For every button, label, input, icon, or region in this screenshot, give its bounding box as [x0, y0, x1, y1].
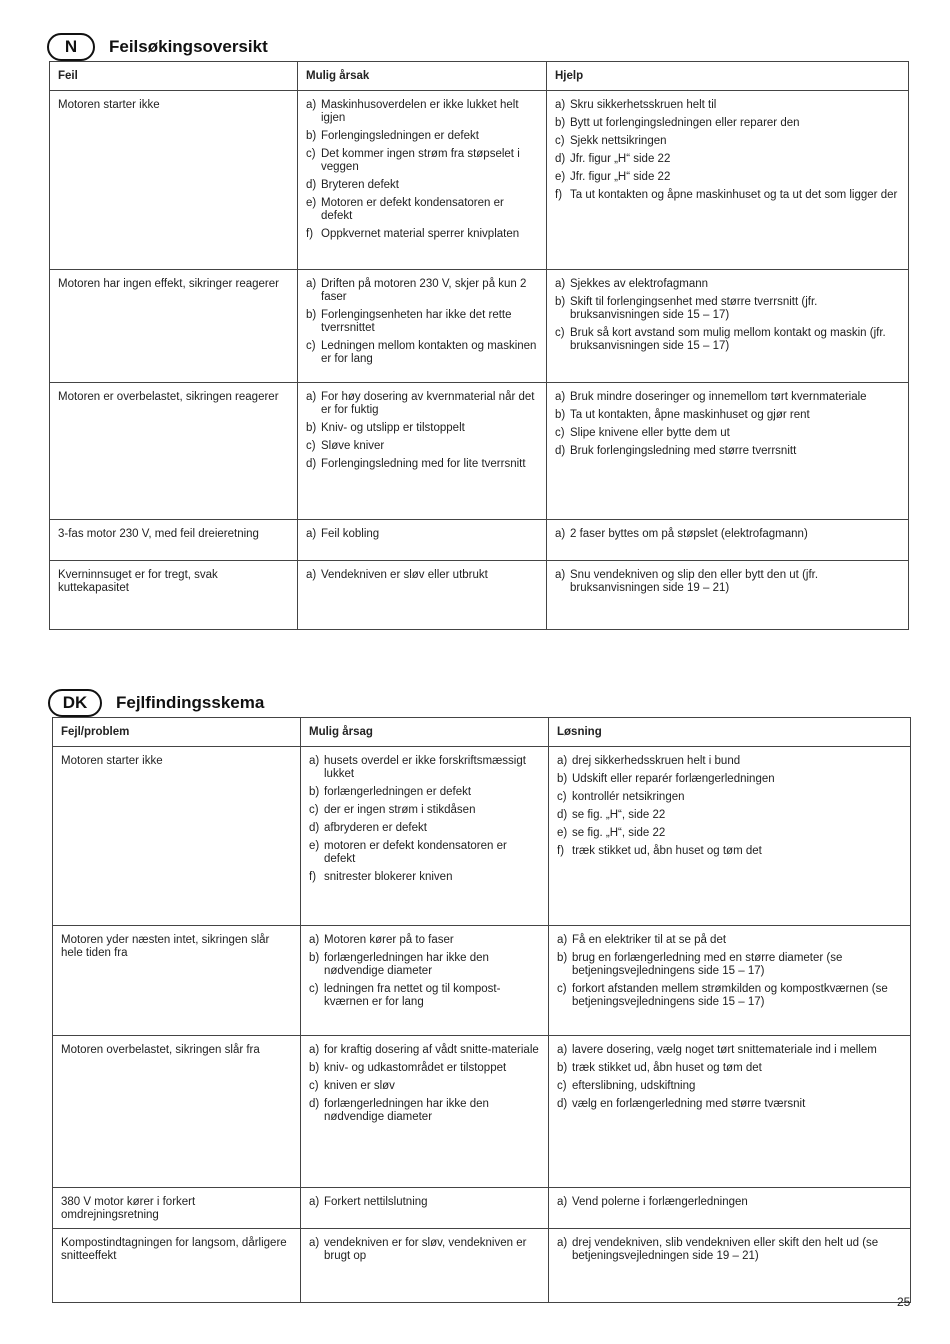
- cause-cell: [301, 1188, 549, 1229]
- remedy-item: [555, 391, 900, 404]
- item-text: drej sikkerhedsskruen helt i bund: [572, 755, 741, 767]
- cause-item: [306, 391, 538, 417]
- item-text: motoren er defekt kondensatoren er defekt: [324, 840, 507, 865]
- remedy-item: [555, 99, 900, 112]
- remedy-item: [555, 189, 900, 202]
- remedy-cell: [549, 1036, 911, 1188]
- remedy-cell: [547, 520, 909, 561]
- remedy-item: [555, 135, 900, 148]
- cause-item: [309, 804, 540, 817]
- troubleshooting-table-dk: [52, 717, 911, 1303]
- item-text: Bruk mindre doseringer og innemellom tørt kvernmateriale: [570, 391, 867, 403]
- cause-item: [306, 130, 538, 143]
- item-text: Forkert nettilslutning: [324, 1196, 428, 1208]
- language-badge-n: N: [47, 33, 95, 61]
- table-row: [53, 747, 911, 926]
- cause-cell: [298, 383, 547, 520]
- item-text: forkort afstanden mellem strømkilden og kompostkværnen (se betjeningsvejledningens side 15 – 17): [572, 983, 888, 1008]
- item-label: d): [306, 458, 317, 470]
- problem-cell: Motoren starter ikke: [50, 91, 298, 270]
- remedy-item: [555, 117, 900, 130]
- header-remedy: Hjelp: [547, 62, 909, 91]
- table-header-row: [53, 718, 911, 747]
- item-label: a): [306, 528, 317, 540]
- remedy-item: [557, 1098, 902, 1111]
- problem-cell: Kompostindtagningen for langsom, dårligere snitteeffekt: [53, 1229, 301, 1303]
- remedy-item: [555, 296, 900, 322]
- item-label: a): [557, 755, 568, 767]
- remedy-item: [557, 1062, 902, 1075]
- section-header-dk: [48, 689, 264, 717]
- item-label: c): [557, 1080, 567, 1092]
- item-text: Bruk så kort avstand som mulig mellom kontakt og maskin (jfr. bruksanvisningen side 15 – 17): [570, 327, 886, 352]
- item-text: Snu vendekniven og slip den eller bytt den ut (jfr. bruksanvisningen side 19 – 21): [570, 569, 819, 594]
- troubleshooting-table-n: [49, 61, 909, 630]
- item-label: a): [306, 391, 317, 403]
- item-text: Oppkvernet material sperrer knivplaten: [321, 228, 520, 240]
- item-text: For høy dosering av kvernmaterial når det er for fuktig: [321, 391, 535, 416]
- item-label: a): [557, 1196, 568, 1208]
- remedy-item: [555, 153, 900, 166]
- item-text: se fig. „H“, side 22: [572, 809, 666, 821]
- item-label: b): [309, 1062, 320, 1074]
- item-text: der er ingen strøm i stikdåsen: [324, 804, 476, 816]
- language-badge-dk: DK: [48, 689, 102, 717]
- problem-cell: Kverninnsuget er for tregt, svak kuttekapasitet: [50, 561, 298, 630]
- cause-item: [306, 569, 538, 582]
- item-label: b): [555, 409, 566, 421]
- cause-cell: [298, 561, 547, 630]
- cause-cell: [298, 520, 547, 561]
- page-number: 25: [897, 1295, 911, 1309]
- item-label: a): [306, 569, 317, 581]
- cause-item: [306, 340, 538, 366]
- item-text: Bytt ut forlengingsledningen eller reparer den: [570, 117, 800, 129]
- item-label: b): [306, 130, 317, 142]
- item-label: b): [306, 422, 317, 434]
- item-label: a): [555, 528, 566, 540]
- remedy-item: [557, 755, 902, 768]
- remedy-item: [557, 773, 902, 786]
- item-label: b): [309, 786, 320, 798]
- item-text: for kraftig dosering af vådt snitte-materiale: [324, 1044, 539, 1056]
- cause-item: [309, 840, 540, 866]
- cause-item: [306, 278, 538, 304]
- remedy-item: [557, 1044, 902, 1057]
- item-text: Motoren er defekt kondensatoren er defekt: [321, 197, 504, 222]
- item-label: a): [309, 1237, 320, 1249]
- item-text: brug en forlængerledning med en større diameter (se betjeningsvejledningens side 15 – 17): [572, 952, 843, 977]
- item-text: Sløve kniver: [321, 440, 385, 452]
- remedy-item: [557, 809, 902, 822]
- remedy-cell: [549, 926, 911, 1036]
- item-text: Bryteren defekt: [321, 179, 399, 191]
- cause-item: [306, 440, 538, 453]
- header-problem: Feil: [50, 62, 298, 91]
- cause-item: [306, 179, 538, 192]
- item-text: vendekniven er for sløv, vendekniven er brugt op: [324, 1237, 527, 1262]
- remedy-cell: [549, 1188, 911, 1229]
- remedy-item: [555, 171, 900, 184]
- item-label: f): [306, 228, 314, 240]
- header-remedy: Løsning: [549, 718, 911, 747]
- item-label: e): [557, 827, 568, 839]
- item-text: drej vendekniven, slib vendekniven eller skift den helt ud (se betjeningsvejledningen side 19 – 21): [572, 1237, 879, 1262]
- item-text: se fig. „H“, side 22: [572, 827, 666, 839]
- item-text: Sjekk nettsikringen: [570, 135, 667, 147]
- item-label: a): [306, 99, 317, 111]
- remedy-item: [557, 1237, 902, 1263]
- remedy-item: [557, 827, 902, 840]
- item-label: a): [309, 755, 320, 767]
- item-label: f): [557, 845, 565, 857]
- item-text: Ledningen mellom kontakten og maskinen er for lang: [321, 340, 537, 365]
- item-text: Få en elektriker til at se på det: [572, 934, 727, 946]
- item-text: Slipe knivene eller bytte dem ut: [570, 427, 730, 439]
- item-label: b): [309, 952, 320, 964]
- item-text: træk stikket ud, åbn huset og tøm det: [572, 845, 762, 857]
- item-text: Ta ut kontakten, åpne maskinhuset og gjør rent: [570, 409, 810, 421]
- item-text: vælg en forlængerledning med større tværsnit: [572, 1098, 806, 1110]
- cause-cell: [298, 91, 547, 270]
- item-label: b): [557, 773, 568, 785]
- item-text: Jfr. figur „H“ side 22: [570, 153, 671, 165]
- header-cause: Mulig årsak: [298, 62, 547, 91]
- item-text: 2 faser byttes om på støpslet (elektrofagmann): [570, 528, 808, 540]
- item-text: Forlengingsenheten har ikke det rette tverrsnittet: [321, 309, 512, 334]
- problem-cell: Motoren starter ikke: [53, 747, 301, 926]
- item-label: b): [557, 952, 568, 964]
- remedy-cell: [549, 747, 911, 926]
- cause-item: [309, 1098, 540, 1124]
- item-label: a): [306, 278, 317, 290]
- item-label: a): [557, 1237, 568, 1249]
- item-label: a): [555, 569, 566, 581]
- item-label: c): [309, 983, 319, 995]
- item-label: b): [557, 1062, 568, 1074]
- cause-item: [306, 197, 538, 223]
- item-text: Motoren kører på to faser: [324, 934, 454, 946]
- cause-item: [306, 309, 538, 335]
- item-label: d): [309, 822, 320, 834]
- problem-cell: Motoren er overbelastet, sikringen reagerer: [50, 383, 298, 520]
- remedy-item: [555, 278, 900, 291]
- remedy-item: [557, 952, 902, 978]
- item-text: afbryderen er defekt: [324, 822, 427, 834]
- item-text: lavere dosering, vælg noget tørt snittemateriale ind i mellem: [572, 1044, 877, 1056]
- item-text: Vendekniven er sløv eller utbrukt: [321, 569, 488, 581]
- cause-item: [309, 952, 540, 978]
- cause-cell: [301, 926, 549, 1036]
- remedy-cell: [547, 270, 909, 383]
- item-text: Sjekkes av elektrofagmann: [570, 278, 709, 290]
- cause-cell: [298, 270, 547, 383]
- table-row: [53, 1188, 911, 1229]
- cause-item: [309, 1237, 540, 1263]
- item-label: d): [309, 1098, 320, 1110]
- item-label: d): [555, 445, 566, 457]
- section-title-n: Feilsøkingsoversikt: [109, 37, 268, 56]
- remedy-item: [557, 934, 902, 947]
- remedy-cell: [549, 1229, 911, 1303]
- cause-item: [309, 1062, 540, 1075]
- table-row: [53, 926, 911, 1036]
- item-label: e): [306, 197, 317, 209]
- cause-item: [306, 99, 538, 125]
- table-row: [53, 1229, 911, 1303]
- item-text: snitrester blokerer kniven: [324, 871, 453, 883]
- item-label: a): [309, 934, 320, 946]
- item-text: efterslibning, udskiftning: [572, 1080, 696, 1092]
- item-text: Forlengingsledningen er defekt: [321, 130, 479, 142]
- cause-item: [309, 1080, 540, 1093]
- item-text: Kniv- og utslipp er tilstoppelt: [321, 422, 465, 434]
- item-label: d): [306, 179, 317, 191]
- table-row: [50, 270, 909, 383]
- remedy-item: [555, 427, 900, 440]
- item-text: Ta ut kontakten og åpne maskinhuset og ta ut det som ligger der: [570, 189, 898, 201]
- problem-cell: Motoren overbelastet, sikringen slår fra: [53, 1036, 301, 1188]
- item-text: Udskift eller reparér forlængerledningen: [572, 773, 775, 785]
- remedy-item: [555, 445, 900, 458]
- item-text: kniven er sløv: [324, 1080, 395, 1092]
- remedy-item: [555, 327, 900, 353]
- remedy-item: [557, 791, 902, 804]
- item-label: c): [309, 804, 319, 816]
- item-label: f): [555, 189, 563, 201]
- cause-item: [309, 1044, 540, 1057]
- item-text: husets overdel er ikke forskriftsmæssigt lukket: [324, 755, 526, 780]
- item-text: Forlengingsledning med for lite tverrsnitt: [321, 458, 526, 470]
- item-label: a): [309, 1044, 320, 1056]
- table-header-row: [50, 62, 909, 91]
- item-label: b): [306, 309, 317, 321]
- item-label: a): [557, 1044, 568, 1056]
- item-text: Feil kobling: [321, 528, 380, 540]
- cause-item: [306, 228, 538, 241]
- item-label: a): [555, 99, 566, 111]
- cause-item: [306, 148, 538, 174]
- remedy-cell: [547, 91, 909, 270]
- problem-cell: Motoren har ingen effekt, sikringer reagerer: [50, 270, 298, 383]
- item-label: a): [555, 278, 566, 290]
- item-label: e): [309, 840, 320, 852]
- remedy-item: [555, 569, 900, 595]
- item-label: c): [557, 983, 567, 995]
- item-label: c): [306, 148, 316, 160]
- header-problem: Fejl/problem: [53, 718, 301, 747]
- section-header-n: [47, 33, 268, 61]
- remedy-item: [555, 528, 900, 541]
- remedy-item: [555, 409, 900, 422]
- table-row: [50, 561, 909, 630]
- remedy-item: [557, 983, 902, 1009]
- section-title-dk: Fejlfindingsskema: [116, 693, 265, 712]
- item-text: træk stikket ud, åbn huset og tøm det: [572, 1062, 762, 1074]
- remedy-item: [557, 845, 902, 858]
- item-text: Vend polerne i forlængerledningen: [572, 1196, 748, 1208]
- item-text: Jfr. figur „H“ side 22: [570, 171, 671, 183]
- item-text: forlængerledningen har ikke den nødvendige diameter: [324, 952, 489, 977]
- cause-item: [309, 1196, 540, 1209]
- cause-item: [306, 458, 538, 471]
- item-text: Skru sikkerhetsskruen helt til: [570, 99, 717, 111]
- item-text: kontrollér netsikringen: [572, 791, 685, 803]
- item-label: c): [306, 440, 316, 452]
- item-label: c): [306, 340, 316, 352]
- cause-item: [306, 528, 538, 541]
- item-label: e): [555, 171, 566, 183]
- item-label: a): [309, 1196, 320, 1208]
- cause-item: [309, 822, 540, 835]
- item-text: forlængerledningen er defekt: [324, 786, 472, 798]
- cause-cell: [301, 1229, 549, 1303]
- item-text: Bruk forlengingsledning med større tverrsnitt: [570, 445, 797, 457]
- item-label: c): [557, 791, 567, 803]
- item-label: b): [555, 117, 566, 129]
- cause-item: [309, 934, 540, 947]
- item-label: a): [557, 934, 568, 946]
- item-text: Maskinhusoverdelen er ikke lukket helt igjen: [321, 99, 519, 124]
- problem-cell: 3-fas motor 230 V, med feil dreieretning: [50, 520, 298, 561]
- item-label: c): [555, 135, 565, 147]
- cause-item: [309, 755, 540, 781]
- item-label: d): [557, 809, 568, 821]
- item-label: d): [555, 153, 566, 165]
- cause-item: [306, 422, 538, 435]
- item-label: c): [555, 327, 565, 339]
- item-text: kniv- og udkastområdet er tilstoppet: [324, 1062, 507, 1074]
- item-label: c): [309, 1080, 319, 1092]
- cause-item: [309, 983, 540, 1009]
- table-row: [53, 1036, 911, 1188]
- cause-cell: [301, 1036, 549, 1188]
- item-label: a): [555, 391, 566, 403]
- item-text: Det kommer ingen strøm fra støpselet i veggen: [321, 148, 520, 173]
- item-label: c): [555, 427, 565, 439]
- item-text: Skift til forlengingsenhet med større tverrsnitt (jfr. bruksanvisningen side 15 – 17): [570, 296, 818, 321]
- cause-item: [309, 871, 540, 884]
- remedy-item: [557, 1080, 902, 1093]
- cause-cell: [301, 747, 549, 926]
- cause-item: [309, 786, 540, 799]
- item-label: b): [555, 296, 566, 308]
- problem-cell: 380 V motor kører i forkert omdrejningsretning: [53, 1188, 301, 1229]
- header-cause: Mulig årsag: [301, 718, 549, 747]
- remedy-cell: [547, 561, 909, 630]
- table-row: [50, 91, 909, 270]
- item-text: forlængerledningen har ikke den nødvendige diameter: [324, 1098, 489, 1123]
- remedy-cell: [547, 383, 909, 520]
- item-text: Driften på motoren 230 V, skjer på kun 2 faser: [321, 278, 527, 303]
- table-row: [50, 520, 909, 561]
- item-text: ledningen fra nettet og til kompost-kværnen er for lang: [324, 983, 501, 1008]
- item-label: f): [309, 871, 317, 883]
- remedy-item: [557, 1196, 902, 1209]
- item-label: d): [557, 1098, 568, 1110]
- problem-cell: Motoren yder næsten intet, sikringen slår hele tiden fra: [53, 926, 301, 1036]
- table-row: [50, 383, 909, 520]
